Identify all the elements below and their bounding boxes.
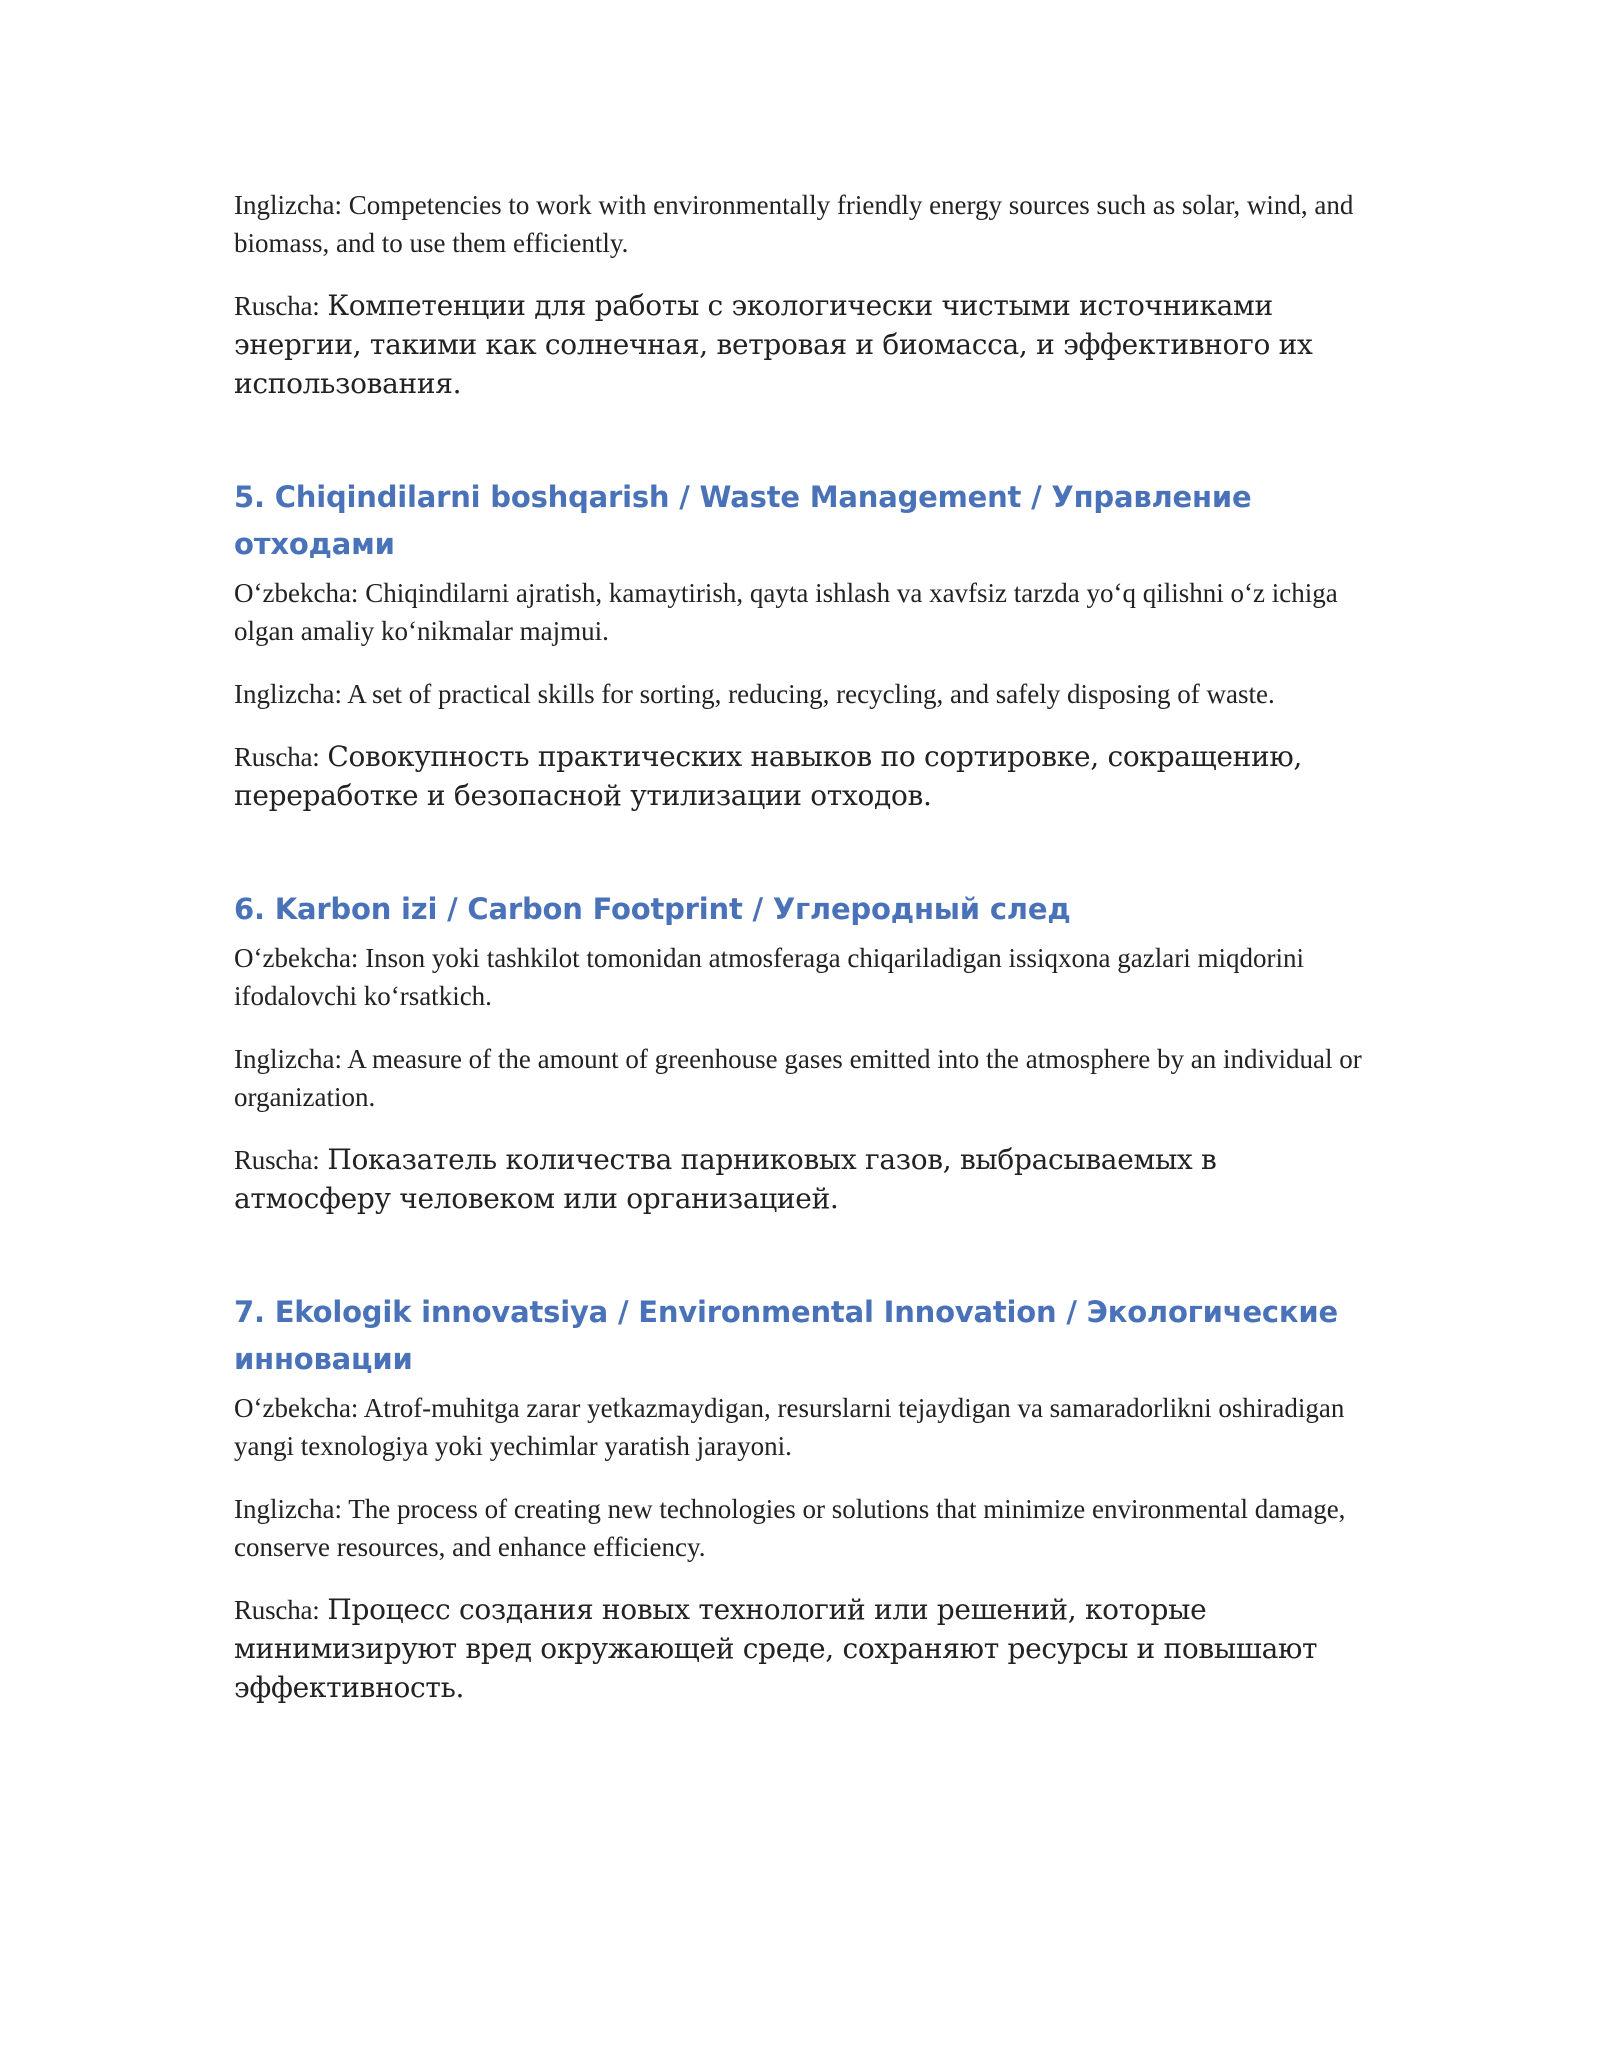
uzbek-definition bbox=[234, 939, 1364, 1015]
english-definition bbox=[234, 1490, 1364, 1566]
section-heading: 7. Ekologik innovatsiya / Environmental Innovation / Экологические инновации bbox=[234, 1295, 1338, 1376]
intro-block bbox=[234, 186, 1364, 404]
english-text: Competencies to work with environmentally friendly energy sources such as solar, wind, and biomass, and to use them efficiently. bbox=[234, 190, 1354, 258]
uzbek-text: Atrof-muhitga zarar yetkazmaydigan, resurslarni tejaydigan va samaradorlikni oshiradigan yangi texnologiya yoki yechimlar yaratish jarayoni. bbox=[234, 1393, 1345, 1461]
english-text: The process of creating new technologies or solutions that minimize environmental damage, conserve resources, and enhance efficiency. bbox=[234, 1494, 1346, 1562]
section-heading: 5. Chiqindilarni boshqarish / Waste Management / Управление отходами bbox=[234, 480, 1252, 561]
uzbek-text: Inson yoki tashkilot tomonidan atmosferaga chiqariladigan issiqxona gazlari miqdorini ifodalovchi ko‘rsatkich. bbox=[234, 943, 1304, 1011]
english-text: A measure of the amount of greenhouse gases emitted into the atmosphere by an individual or organization. bbox=[234, 1044, 1362, 1112]
russian-text: Совокупность практических навыков по сортировке, сокращению, переработке и безопасной утилизации отходов. bbox=[234, 740, 1303, 812]
english-label: Inglizcha: bbox=[234, 1044, 342, 1074]
russian-text: Показатель количества парниковых газов, выбрасываемых в атмосферу человеком или организацией. bbox=[234, 1143, 1217, 1215]
uzbek-label: O‘zbekcha: bbox=[234, 578, 359, 608]
english-label: Inglizcha: bbox=[234, 1494, 342, 1524]
english-label: Inglizcha: bbox=[234, 679, 342, 709]
uzbek-definition bbox=[234, 574, 1364, 650]
russian-label: Ruscha: bbox=[234, 1145, 320, 1175]
russian-text: Компетенции для работы с экологически чистыми источниками энергии, такими как солнечная, ветровая и биомасса, и эффективного их использования. bbox=[234, 289, 1313, 400]
russian-text: Процесс создания новых технологий или решений, которые минимизируют вред окружающей среде, сохраняют ресурсы и повышают эффективность. bbox=[234, 1593, 1318, 1704]
uzbek-definition bbox=[234, 1389, 1364, 1465]
section-environmental-innovation bbox=[234, 1289, 1364, 1708]
english-definition bbox=[234, 675, 1364, 713]
uzbek-text: Chiqindilarni ajratish, kamaytirish, qayta ishlash va xavfsiz tarzda yo‘q qilishni o‘z ichiga olgan amaliy ko‘nikmalar majmui. bbox=[234, 578, 1338, 646]
section-carbon-footprint bbox=[234, 886, 1364, 1219]
uzbek-label: O‘zbekcha: bbox=[234, 1393, 359, 1423]
russian-definition bbox=[234, 1591, 1364, 1708]
english-text: A set of practical skills for sorting, reducing, recycling, and safely disposing of waste. bbox=[347, 679, 1275, 709]
russian-label: Ruscha: bbox=[234, 742, 320, 772]
russian-definition bbox=[234, 738, 1364, 816]
russian-definition bbox=[234, 287, 1364, 404]
russian-label: Ruscha: bbox=[234, 291, 320, 321]
uzbek-label: O‘zbekcha: bbox=[234, 943, 359, 973]
russian-definition bbox=[234, 1141, 1364, 1219]
russian-label: Ruscha: bbox=[234, 1595, 320, 1625]
document-body bbox=[234, 186, 1364, 1733]
section-heading: 6. Karbon izi / Carbon Footprint / Углеродный след bbox=[234, 892, 1071, 926]
english-definition bbox=[234, 186, 1364, 262]
section-waste-management bbox=[234, 474, 1364, 816]
english-definition bbox=[234, 1040, 1364, 1116]
english-label: Inglizcha: bbox=[234, 190, 342, 220]
